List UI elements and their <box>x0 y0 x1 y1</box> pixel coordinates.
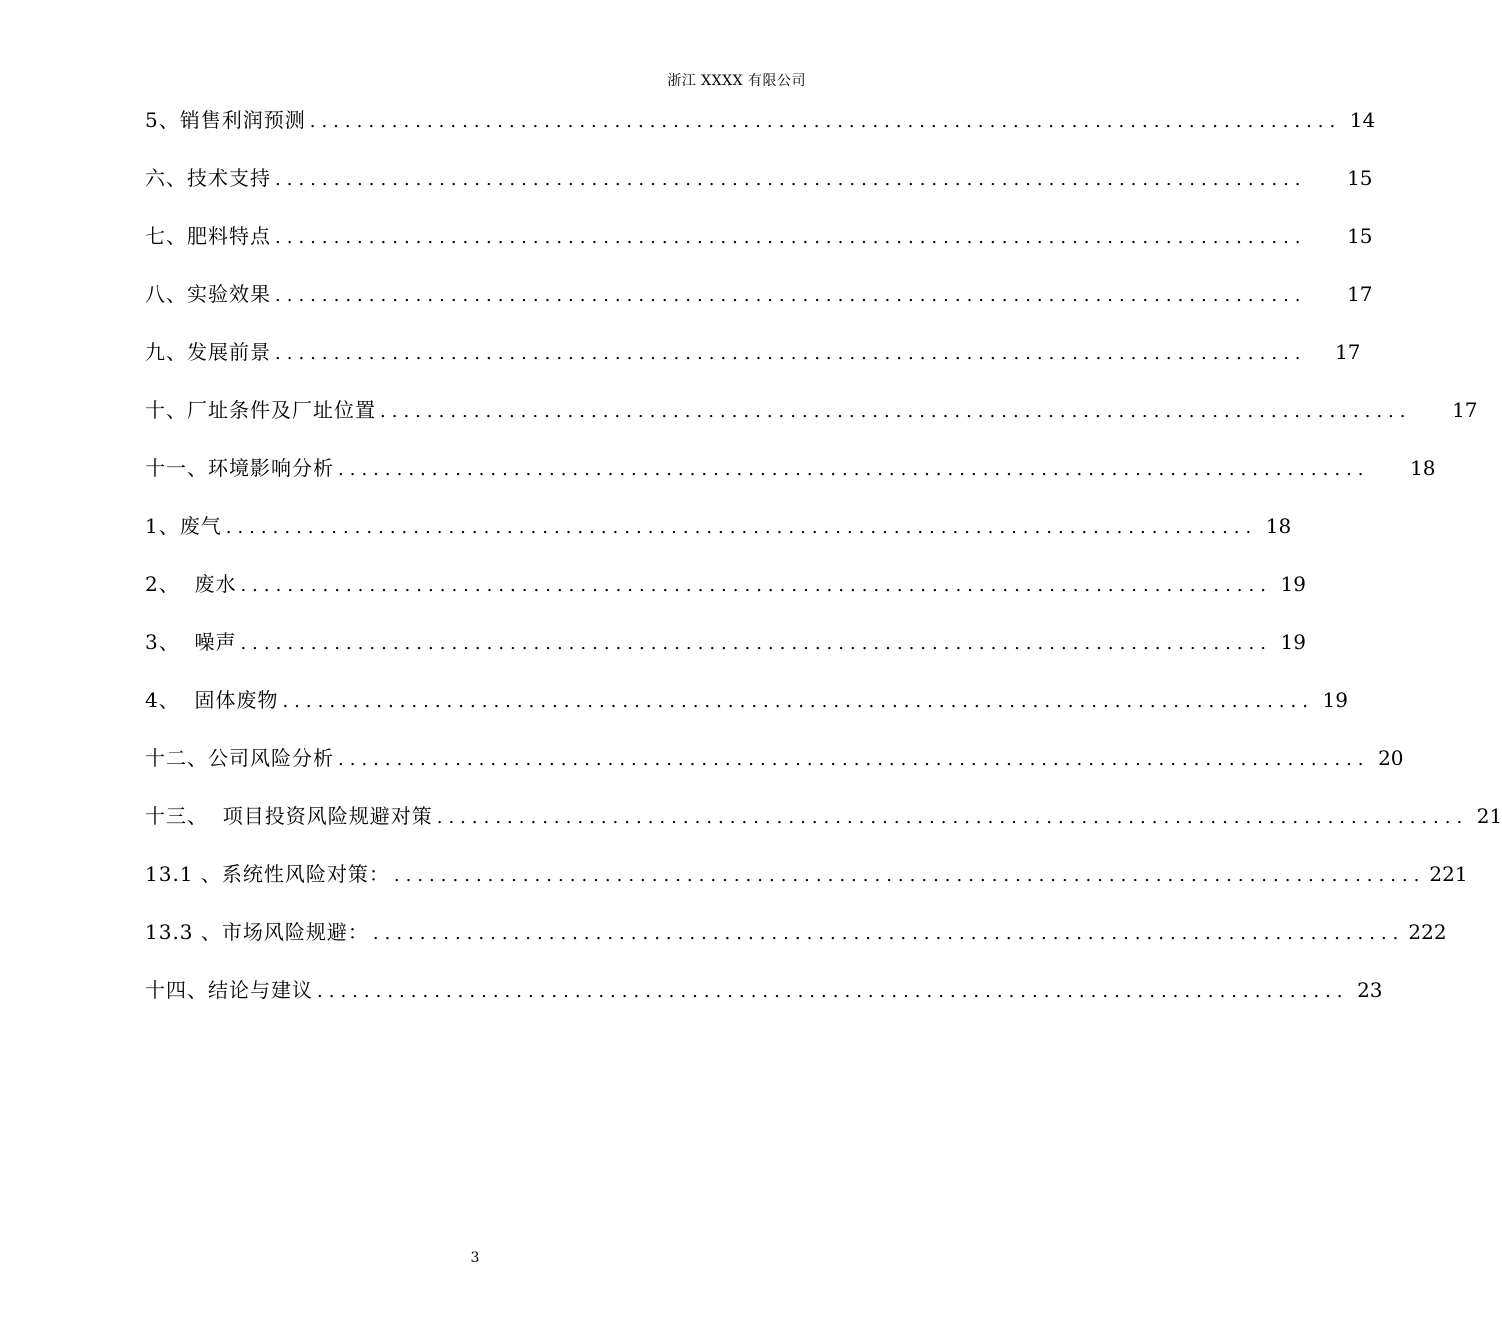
toc-entry-page: 19 <box>1280 630 1306 654</box>
toc-dot-leader: ........................................................................................ <box>317 981 1349 1002</box>
toc-entry-page: 15 <box>1347 224 1373 248</box>
toc-entry[interactable] <box>145 568 1306 626</box>
toc-entry-label: 六、技术支持 <box>145 166 271 190</box>
toc-entry[interactable] <box>145 800 1502 858</box>
table-of-contents <box>145 104 1502 1032</box>
toc-entry[interactable] <box>145 858 1468 916</box>
toc-entry-label: 13.1 、系统性风险对策： <box>145 862 390 886</box>
toc-dot-leader: ........................................................................................ <box>240 633 1272 654</box>
toc-entry[interactable] <box>145 626 1306 684</box>
toc-entry-page: 20 <box>1378 746 1404 770</box>
toc-entry-page: 222 <box>1408 920 1447 944</box>
toc-entry[interactable] <box>145 684 1348 742</box>
toc-entry-label: 十二、公司风险分析 <box>145 746 334 770</box>
toc-dot-leader: ........................................................................................ <box>372 923 1405 944</box>
toc-entry-label: 2、 废水 <box>145 572 237 596</box>
toc-entry[interactable] <box>145 162 1373 220</box>
toc-entry-page: 17 <box>1335 340 1361 364</box>
toc-entry-label: 1、废气 <box>145 514 222 538</box>
toc-entry-label: 十、厂址条件及厂址位置 <box>145 398 376 422</box>
toc-dot-leader: ........................................................................................ <box>225 517 1258 538</box>
page-number: 3 <box>470 1250 480 1266</box>
toc-entry[interactable] <box>145 974 1383 1032</box>
toc-entry-page: 19 <box>1322 688 1348 712</box>
toc-entry-page: 17 <box>1347 282 1373 306</box>
toc-entry[interactable] <box>145 278 1373 336</box>
toc-entry-label: 八、实验效果 <box>145 282 271 306</box>
toc-entry-page: 221 <box>1429 862 1468 886</box>
toc-entry-label: 九、发展前景 <box>145 340 271 364</box>
toc-entry-label: 4、 固体废物 <box>145 688 279 712</box>
toc-dot-leader: ........................................................................................ <box>380 401 1412 422</box>
toc-dot-leader: ........................................................................................ <box>338 749 1370 770</box>
toc-dot-leader: ........................................................................................ <box>275 227 1307 248</box>
toc-entry-label: 十三、 项目投资风险规避对策 <box>145 804 433 828</box>
toc-entry-page: 18 <box>1265 514 1292 538</box>
toc-dot-leader: ........................................................................................ <box>338 459 1370 480</box>
toc-entry[interactable] <box>145 220 1373 278</box>
toc-entry-label: 13.3 、市场风险规避： <box>145 920 369 944</box>
toc-entry-label: 十一、环境影响分析 <box>145 456 334 480</box>
toc-entry-page: 14 <box>1349 108 1376 132</box>
toc-entry-page: 21 <box>1476 804 1502 828</box>
toc-entry[interactable] <box>145 336 1361 394</box>
toc-dot-leader: ........................................................................................ <box>309 111 1342 132</box>
toc-dot-leader: ........................................................................................ <box>275 285 1307 306</box>
toc-dot-leader: ........................................................................................ <box>240 575 1272 596</box>
toc-entry-page: 18 <box>1410 456 1436 480</box>
toc-entry-page: 17 <box>1452 398 1478 422</box>
toc-entry[interactable] <box>145 394 1478 452</box>
toc-entry[interactable] <box>145 510 1292 568</box>
toc-entry-page: 19 <box>1280 572 1306 596</box>
page-header-company: 浙江 XXXX 有限公司 <box>667 73 806 89</box>
toc-entry-label: 3、 噪声 <box>145 630 237 654</box>
toc-entry-label: 七、肥料特点 <box>145 224 271 248</box>
toc-entry[interactable] <box>145 742 1404 800</box>
toc-entry-page: 15 <box>1347 166 1373 190</box>
toc-entry-label: 5、销售利润预测 <box>145 108 306 132</box>
toc-entry[interactable] <box>145 916 1447 974</box>
toc-dot-leader: ........................................................................................ <box>275 169 1307 190</box>
toc-dot-leader: ........................................................................................ <box>275 343 1307 364</box>
toc-dot-leader: ........................................................................................ <box>282 691 1314 712</box>
toc-dot-leader: ........................................................................................ <box>436 807 1469 828</box>
toc-entry[interactable] <box>145 452 1436 510</box>
toc-dot-leader: ........................................................................................ <box>393 865 1426 886</box>
toc-entry-page: 23 <box>1357 978 1383 1002</box>
toc-entry-label: 十四、结论与建议 <box>145 978 313 1002</box>
toc-entry[interactable] <box>145 104 1376 162</box>
